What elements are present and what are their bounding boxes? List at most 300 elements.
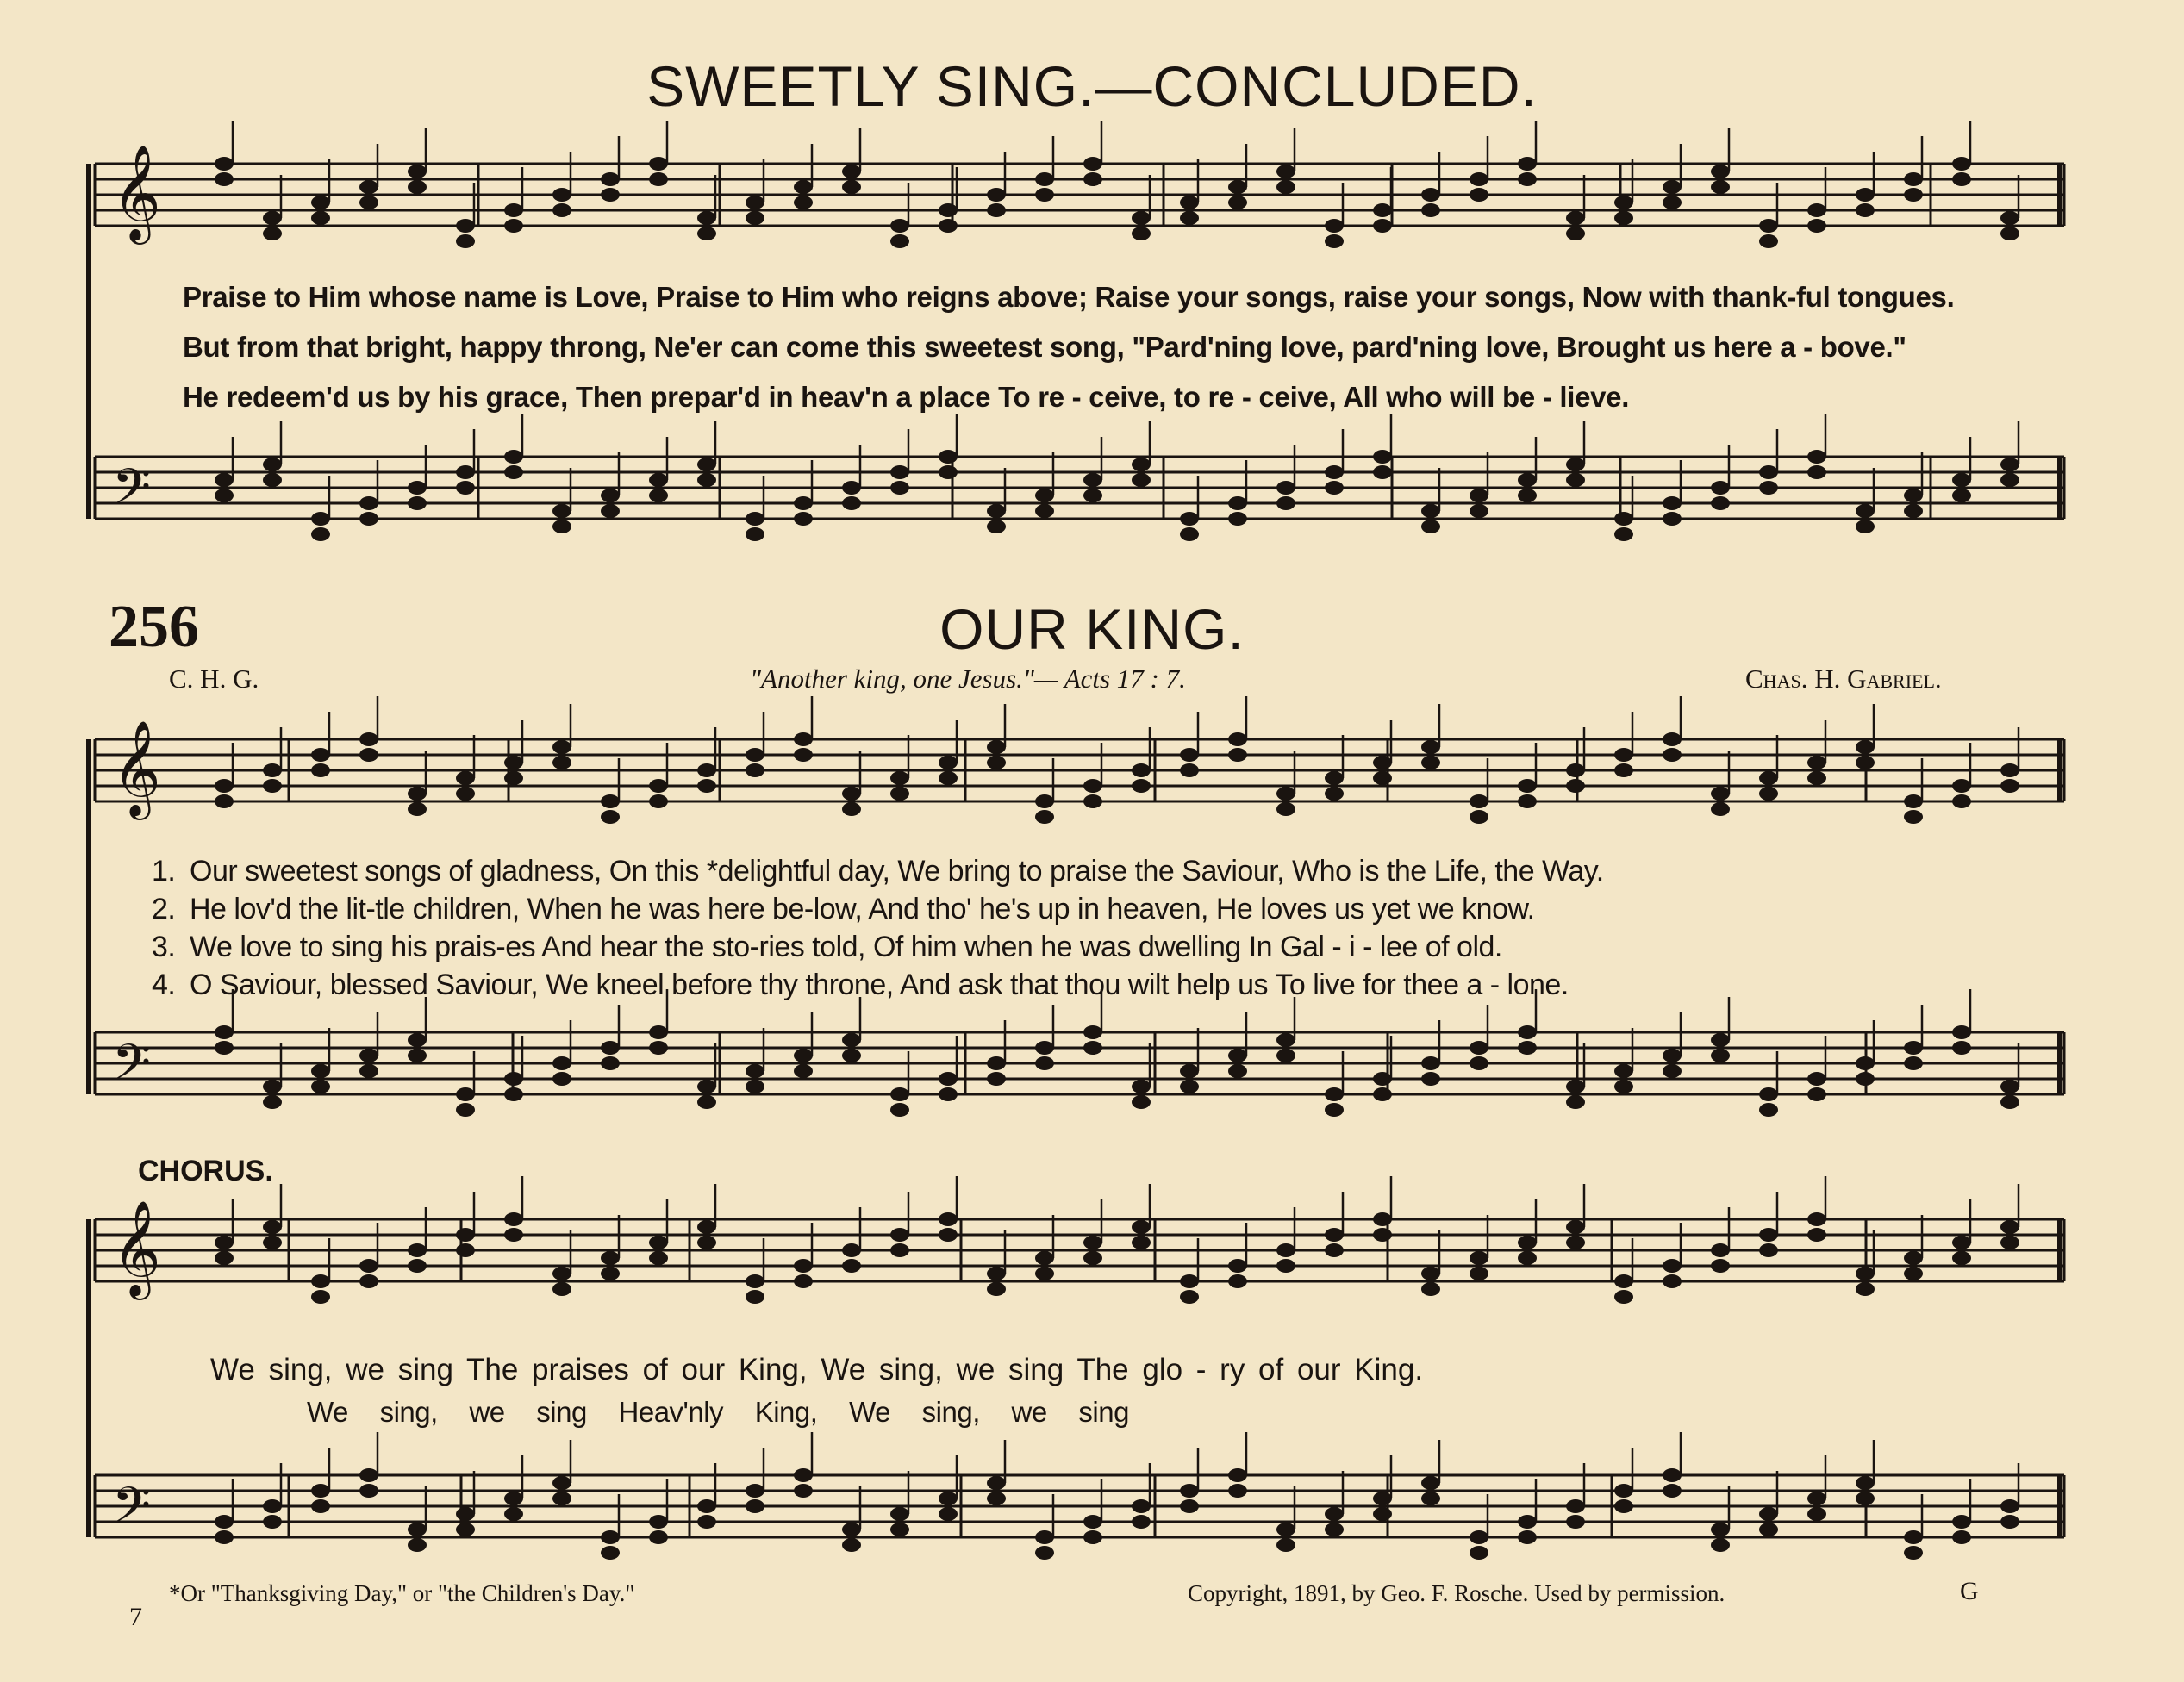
note-head [1711, 1243, 1730, 1257]
note-head [359, 1064, 378, 1078]
note-head [1132, 227, 1151, 240]
note-head [552, 1072, 571, 1086]
page-number: 7 [129, 1603, 142, 1631]
note-head [1566, 779, 1585, 793]
note-head [408, 1049, 427, 1062]
note-head [649, 1515, 668, 1529]
note-head [552, 1492, 571, 1505]
note-head [1711, 165, 1730, 178]
note-head [1952, 1530, 1971, 1544]
note-head [1518, 489, 1537, 502]
verse-text: O Saviour, blessed Saviour, We kneel before thy throne, And ask that thou wilt help us To live for thee a - lone. [190, 969, 1569, 1001]
note-head [552, 1056, 571, 1070]
note-head [456, 481, 475, 495]
note-head [1566, 1499, 1585, 1513]
note-head [1470, 188, 1488, 202]
note-head [1759, 1103, 1778, 1117]
note-head [1952, 794, 1971, 808]
note-head [697, 227, 716, 240]
note-head [1035, 1546, 1054, 1560]
note-head [359, 1274, 378, 1288]
note-head [215, 1041, 234, 1055]
note-head [1035, 188, 1054, 202]
note-head [1759, 481, 1778, 495]
note-head [1132, 763, 1151, 777]
note-head [890, 1228, 909, 1242]
note-head [408, 180, 427, 194]
note-head [1759, 1523, 1778, 1536]
verse-line-1 [152, 855, 1604, 888]
note-head [1083, 172, 1102, 186]
note-head [1952, 1025, 1971, 1039]
note-head [504, 1087, 523, 1101]
note-head [1470, 1546, 1488, 1560]
system-bracket [86, 164, 91, 519]
note-head [1952, 489, 1971, 502]
chorus-line-1: We sing, we sing The praises of our King, We sing, we sing The glo - ry of our King. [210, 1353, 1424, 1386]
note-head [1325, 1243, 1344, 1257]
note-head [1180, 1499, 1199, 1513]
prev-lyric-line-1: Praise to Him whose name is Love, Praise to Him who reigns above; Raise your songs, raise your songs, Now with thank-ful tongues. [183, 281, 1955, 313]
note-head [1373, 1507, 1392, 1521]
treble-clef-icon: 𝄞 [112, 144, 161, 240]
verse-number: 2. [152, 893, 176, 925]
signature-mark: G [1960, 1577, 1979, 1605]
note-head [1325, 219, 1344, 233]
note-head [1373, 1072, 1392, 1086]
note-head [1807, 756, 1826, 769]
note-head [1228, 732, 1247, 746]
prev-lyric-line-2: But from that bright, happy throng, Ne'er can come this sweetest song, "Pard'ning love, pard'ning love, Brought us here a - bove." [183, 331, 1906, 363]
final-barline [2057, 164, 2062, 226]
note-head [842, 1523, 861, 1536]
note-head [939, 465, 958, 479]
final-barline [2057, 739, 2062, 801]
note-head [1470, 504, 1488, 518]
note-head [263, 1236, 282, 1249]
note-head [987, 520, 1006, 533]
verse-number: 4. [152, 969, 176, 1001]
note-head [311, 1499, 330, 1513]
note-head [263, 1515, 282, 1529]
note-head [1518, 779, 1537, 793]
note-head [552, 756, 571, 769]
note-head [1180, 512, 1199, 526]
note-head [890, 1243, 909, 1257]
note-head [1904, 489, 1923, 502]
note-head [842, 802, 861, 816]
note-head [746, 1290, 764, 1304]
note-head [1276, 1033, 1295, 1047]
note-head [263, 1080, 282, 1093]
note-head [1132, 458, 1151, 471]
note-head [2000, 1499, 2019, 1513]
note-head [1276, 1259, 1295, 1273]
note-head [1518, 1515, 1537, 1529]
note-head [1180, 527, 1199, 541]
note-head [263, 211, 282, 225]
note-head [649, 172, 668, 186]
note-head [1228, 512, 1247, 526]
note-head [649, 1025, 668, 1039]
note-head [1180, 211, 1199, 225]
note-head [794, 748, 813, 762]
note-head [697, 458, 716, 471]
note-head [890, 1087, 909, 1101]
note-head [1856, 740, 1875, 754]
note-head [794, 732, 813, 746]
note-head [1566, 1515, 1585, 1529]
final-barline [2057, 1032, 2062, 1094]
note-head [1904, 1251, 1923, 1265]
note-head [1421, 740, 1440, 754]
note-head [890, 1523, 909, 1536]
note-head [1904, 1041, 1923, 1055]
note-head [939, 1228, 958, 1242]
note-head [1470, 1530, 1488, 1544]
chorus-line-2: We sing, we sing Heav'nly King, We sing, we sing [307, 1396, 1129, 1428]
note-head [1614, 512, 1633, 526]
note-head [1614, 1080, 1633, 1093]
note-head [359, 512, 378, 526]
note-head [1421, 1492, 1440, 1505]
note-head [1952, 1515, 1971, 1529]
note-head [649, 473, 668, 487]
note-head [1421, 188, 1440, 202]
verse-line-4 [152, 969, 1569, 1002]
note-head [456, 1087, 475, 1101]
note-head [939, 219, 958, 233]
note-head [1759, 771, 1778, 785]
note-head [1566, 211, 1585, 225]
note-head [552, 504, 571, 518]
note-head [746, 1484, 764, 1498]
verse-line-2 [152, 893, 1535, 926]
note-head [1373, 1212, 1392, 1226]
note-head [890, 234, 909, 248]
note-head [1276, 1538, 1295, 1552]
note-head [408, 787, 427, 801]
note-head [1276, 481, 1295, 495]
note-head [1228, 1064, 1247, 1078]
note-head [1035, 172, 1054, 186]
note-head [1035, 1267, 1054, 1280]
note-head [1759, 465, 1778, 479]
note-head [1518, 794, 1537, 808]
note-head [601, 1251, 620, 1265]
note-head [939, 1072, 958, 1086]
note-head [1807, 1072, 1826, 1086]
note-head [456, 234, 475, 248]
note-head [1711, 180, 1730, 194]
note-head [697, 1080, 716, 1093]
verse-text: Our sweetest songs of gladness, On this *delightful day, We bring to praise the Saviour, Who is the Life, the Way. [190, 855, 1604, 888]
note-head [1518, 172, 1537, 186]
note-head [1325, 1103, 1344, 1117]
note-head [1711, 1538, 1730, 1552]
note-head [263, 227, 282, 240]
note-head [1952, 473, 1971, 487]
note-head [1228, 196, 1247, 209]
chorus-label: CHORUS. [138, 1155, 273, 1187]
note-head [2000, 1220, 2019, 1234]
note-head [746, 1274, 764, 1288]
note-head [1373, 771, 1392, 785]
note-head [601, 1056, 620, 1070]
note-head [939, 1492, 958, 1505]
note-head [552, 188, 571, 202]
note-head [456, 465, 475, 479]
note-head [1952, 172, 1971, 186]
note-head [1663, 512, 1682, 526]
prev-hymn-title: SWEETLY SING.—CONCLUDED. [646, 54, 1538, 118]
note-head [263, 1499, 282, 1513]
note-head [1807, 1087, 1826, 1101]
note-head [746, 763, 764, 777]
note-head [987, 203, 1006, 217]
note-head [1228, 1484, 1247, 1498]
note-head [1421, 1056, 1440, 1070]
note-head [1759, 1243, 1778, 1257]
note-head [408, 1243, 427, 1257]
note-head [1132, 211, 1151, 225]
note-head [746, 1499, 764, 1513]
note-head [1276, 180, 1295, 194]
note-head [1807, 465, 1826, 479]
note-head [649, 779, 668, 793]
note-head [552, 520, 571, 533]
note-head [1470, 172, 1488, 186]
note-head [1325, 787, 1344, 801]
note-head [987, 1492, 1006, 1505]
note-head [1759, 1087, 1778, 1101]
note-head [939, 771, 958, 785]
note-head [1228, 1049, 1247, 1062]
note-head [2000, 473, 2019, 487]
note-head [1856, 1282, 1875, 1296]
note-head [1035, 1251, 1054, 1265]
note-head [1421, 504, 1440, 518]
note-head [359, 1484, 378, 1498]
note-head [601, 794, 620, 808]
note-head [1614, 763, 1633, 777]
note-head [1711, 787, 1730, 801]
note-head [1325, 1507, 1344, 1521]
note-head [1904, 1546, 1923, 1560]
note-head [2000, 1080, 2019, 1093]
note-head [1711, 1259, 1730, 1273]
note-head [1614, 1499, 1633, 1513]
note-head [697, 1220, 716, 1234]
note-head [215, 1025, 234, 1039]
note-head [215, 794, 234, 808]
note-head [1470, 810, 1488, 824]
note-head [842, 1243, 861, 1257]
note-head [1421, 1282, 1440, 1296]
note-head [215, 172, 234, 186]
prev-lyric-line-3: He redeem'd us by his grace, Then prepar'd in heav'n a place To re - ceive, to re - ceive, All who will be - lieve. [183, 381, 1630, 413]
note-head [359, 196, 378, 209]
note-head [1759, 234, 1778, 248]
footnote: *Or "Thanksgiving Day," or "the Children's Day." [169, 1580, 635, 1606]
note-head [1904, 810, 1923, 824]
note-head [890, 1103, 909, 1117]
note-head [1470, 1041, 1488, 1055]
hymn-author: C. H. G. [169, 663, 259, 694]
note-head [1276, 165, 1295, 178]
note-head [842, 165, 861, 178]
note-head [1276, 1243, 1295, 1257]
note-head [1952, 157, 1971, 171]
note-head [215, 1251, 234, 1265]
note-head [601, 1546, 620, 1560]
note-head [842, 1033, 861, 1047]
note-head [2000, 763, 2019, 777]
treble-clef-icon: 𝄞 [112, 720, 161, 816]
note-head [1807, 771, 1826, 785]
note-head [408, 1523, 427, 1536]
note-head [1807, 1212, 1826, 1226]
note-head [1614, 211, 1633, 225]
note-head [1421, 1072, 1440, 1086]
note-head [1228, 180, 1247, 194]
note-head [311, 1080, 330, 1093]
note-head [1180, 1080, 1199, 1093]
note-head [408, 1538, 427, 1552]
note-head [504, 219, 523, 233]
note-head [1663, 1064, 1682, 1078]
note-head [794, 512, 813, 526]
final-barline [2057, 1475, 2062, 1537]
note-head [939, 756, 958, 769]
note-head [1518, 1025, 1537, 1039]
hymn-scripture: "Another king, one Jesus."— Acts 17 : 7. [750, 663, 1186, 694]
note-head [1325, 1087, 1344, 1101]
note-head [1904, 504, 1923, 518]
note-head [1952, 779, 1971, 793]
note-head [1373, 203, 1392, 217]
note-head [1663, 732, 1682, 746]
note-head [1614, 1274, 1633, 1288]
note-head [1228, 1259, 1247, 1273]
note-head [2000, 211, 2019, 225]
note-head [456, 1507, 475, 1521]
note-head [1035, 1056, 1054, 1070]
note-head [408, 802, 427, 816]
note-head [215, 1530, 234, 1544]
note-head [1373, 1492, 1392, 1505]
note-head [842, 496, 861, 510]
note-head [504, 450, 523, 464]
note-head [697, 1515, 716, 1529]
note-head [649, 1530, 668, 1544]
note-head [1373, 756, 1392, 769]
bass-clef-icon: 𝄢 [112, 1033, 152, 1104]
note-head [1083, 1236, 1102, 1249]
note-head [408, 481, 427, 495]
note-head [1904, 188, 1923, 202]
note-head [1566, 458, 1585, 471]
note-head [1807, 219, 1826, 233]
treble-clef-icon: 𝄞 [112, 1199, 161, 1296]
note-head [697, 1499, 716, 1513]
note-head [1759, 1507, 1778, 1521]
note-head [649, 1041, 668, 1055]
note-head [311, 512, 330, 526]
note-head [1132, 1499, 1151, 1513]
note-head [1083, 489, 1102, 502]
note-head [794, 1274, 813, 1288]
note-head [311, 211, 330, 225]
note-head [1807, 203, 1826, 217]
note-head [601, 1041, 620, 1055]
note-head [311, 1290, 330, 1304]
note-head [311, 763, 330, 777]
note-head [1663, 196, 1682, 209]
note-head [1421, 203, 1440, 217]
note-head [552, 1267, 571, 1280]
note-head [1663, 1259, 1682, 1273]
bass-clef-icon: 𝄢 [112, 1476, 152, 1547]
note-head [842, 180, 861, 194]
note-head [1132, 1236, 1151, 1249]
note-head [697, 779, 716, 793]
note-head [1276, 1049, 1295, 1062]
note-head [1132, 1220, 1151, 1234]
note-head [1614, 196, 1633, 209]
verse-line-3 [152, 931, 1502, 964]
note-head [359, 180, 378, 194]
note-head [649, 157, 668, 171]
note-head [1518, 473, 1537, 487]
note-head [601, 172, 620, 186]
hymn-composer: Chas. H. Gabriel. [1745, 663, 1942, 694]
note-head [215, 779, 234, 793]
note-head [697, 1095, 716, 1109]
note-head [1518, 1530, 1537, 1544]
note-head [311, 748, 330, 762]
note-head [1035, 1041, 1054, 1055]
note-head [1373, 219, 1392, 233]
final-barline [2057, 1219, 2062, 1281]
note-head [1614, 527, 1633, 541]
note-head [1711, 1523, 1730, 1536]
note-head [1807, 1507, 1826, 1521]
note-head [1276, 496, 1295, 510]
note-head [890, 771, 909, 785]
note-head [1132, 1095, 1151, 1109]
note-head [746, 1080, 764, 1093]
note-head [408, 1033, 427, 1047]
note-head [263, 1220, 282, 1234]
note-head [649, 1236, 668, 1249]
note-head [1470, 794, 1488, 808]
note-head [2000, 779, 2019, 793]
note-head [1325, 1228, 1344, 1242]
note-head [987, 756, 1006, 769]
note-head [1421, 520, 1440, 533]
note-head [1711, 802, 1730, 816]
note-head [1132, 779, 1151, 793]
note-head [1228, 1468, 1247, 1482]
note-head [215, 1236, 234, 1249]
note-head [1083, 794, 1102, 808]
note-head [649, 489, 668, 502]
note-head [1276, 1523, 1295, 1536]
verse-number: 1. [152, 855, 176, 888]
note-head [1614, 1290, 1633, 1304]
note-head [311, 1274, 330, 1288]
